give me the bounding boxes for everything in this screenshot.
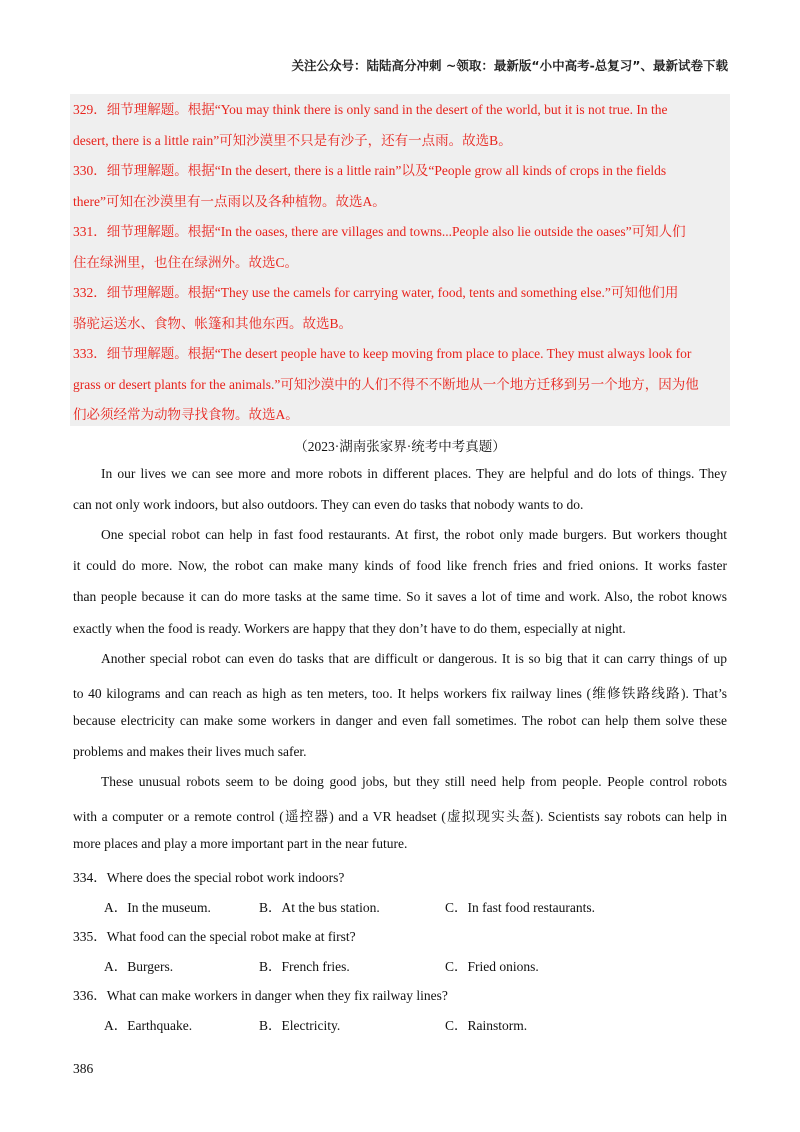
passage-line: it could do more. Now, the robot can make many kinds of food like french fries and fried onions. It works faster bbox=[73, 558, 727, 573]
option-c[interactable]: C．Fried onions. bbox=[445, 959, 539, 974]
answer-333-line-2: grass or desert plants for the animals.”可知沙漠中的人们不得不不断地从一个地方迁移到另一个地方，因为他 bbox=[73, 377, 699, 392]
answer-333-line-3: 们必须经常为动物寻找食物。故选A。 bbox=[73, 407, 299, 422]
option-b[interactable]: B．French fries. bbox=[259, 959, 350, 974]
answer-330-line-1: 330．细节理解题。根据“In the desert, there is a little rain”以及“People grow all kinds of crops in the fields bbox=[73, 163, 667, 178]
passage-line: problems and makes their lives much safer. bbox=[73, 744, 307, 759]
answer-332-line-2: 骆驼运送水、食物、帐篷和其他东西。故选B。 bbox=[73, 316, 353, 331]
passage-line: exactly when the food is ready. Workers are happy that they don’t have to do them, especially at night. bbox=[73, 621, 626, 636]
answer-explanations-box bbox=[70, 94, 730, 426]
question-stem: 336．What can make workers in danger when they fix railway lines? bbox=[73, 988, 448, 1003]
answer-332-line-1: 332．细节理解题。根据“They use the camels for carrying water, food, tents and something else.”可知他们用 bbox=[73, 285, 679, 300]
option-a[interactable]: A．Earthquake. bbox=[104, 1018, 193, 1033]
passage-source: （2023·湖南张家界·统考中考真题） bbox=[294, 439, 506, 454]
option-b[interactable]: B．At the bus station. bbox=[259, 900, 380, 915]
passage-line: can not only work indoors, but also outdoors. They can even do tasks that nobody wants to do. bbox=[73, 497, 584, 512]
passage-line: with a computer or a remote control (遥控器) and a VR headset (虚拟现实头盔). Scientists say robots can help in bbox=[73, 809, 727, 824]
page-header: 关注公众号：陆陆高分冲刺 ~领取：最新版“小中高考-总复习”、最新试卷下载 bbox=[291, 58, 728, 73]
option-a[interactable]: A．Burgers. bbox=[104, 959, 174, 974]
passage-line: These unusual robots seem to be doing good jobs, but they still need help from people. People control robots bbox=[101, 774, 727, 789]
answer-329-line-1: 329．细节理解题。根据“You may think there is only sand in the desert of the world, but it is not true. In the bbox=[73, 102, 668, 117]
passage-line: In our lives we can see more and more robots in different places. They are helpful and do lots of things. They bbox=[101, 466, 727, 481]
option-a[interactable]: A．In the museum. bbox=[104, 900, 211, 915]
answer-331-line-2: 住在绿洲里，也住在绿洲外。故选C。 bbox=[73, 255, 299, 270]
option-c[interactable]: C．In fast food restaurants. bbox=[445, 900, 595, 915]
passage-line: Another special robot can even do tasks that are difficult or dangerous. It is so big that it can carry things of up bbox=[101, 651, 727, 666]
option-b[interactable]: B．Electricity. bbox=[259, 1018, 341, 1033]
option-c[interactable]: C．Rainstorm. bbox=[445, 1018, 528, 1033]
question-stem: 335．What food can the special robot make at first? bbox=[73, 929, 356, 944]
answer-330-line-2: there”可知在沙漠里有一点雨以及各种植物。故选A。 bbox=[73, 194, 386, 209]
passage-line: than people because it can do more tasks at the same time. So it saves a lot of time and work. Also, the robot knows bbox=[73, 589, 727, 604]
answer-331-line-1: 331．细节理解题。根据“In the oases, there are villages and towns...People also lie outside the oases”可知人们 bbox=[73, 224, 686, 239]
question-stem: 334．Where does the special robot work indoors? bbox=[73, 870, 345, 885]
page-number: 386 bbox=[73, 1061, 94, 1076]
answer-329-line-2: desert, there is a little rain”可知沙漠里不只是有沙子，还有一点雨。故选B。 bbox=[73, 133, 512, 148]
passage-line: because electricity can make some workers in danger and even fall sometimes. The robot can help them solve these bbox=[73, 713, 727, 728]
passage-line: more places and play a more important part in the near future. bbox=[73, 836, 408, 851]
passage-line: One special robot can help in fast food restaurants. At first, the robot only made burgers. But workers thought bbox=[101, 527, 727, 542]
passage-line: to 40 kilograms and can reach as high as ten meters, too. It helps workers fix railway lines (维修铁路线路). That’s bbox=[73, 686, 727, 701]
answer-333-line-1: 333．细节理解题。根据“The desert people have to keep moving from place to place. They must always look for bbox=[73, 346, 692, 361]
